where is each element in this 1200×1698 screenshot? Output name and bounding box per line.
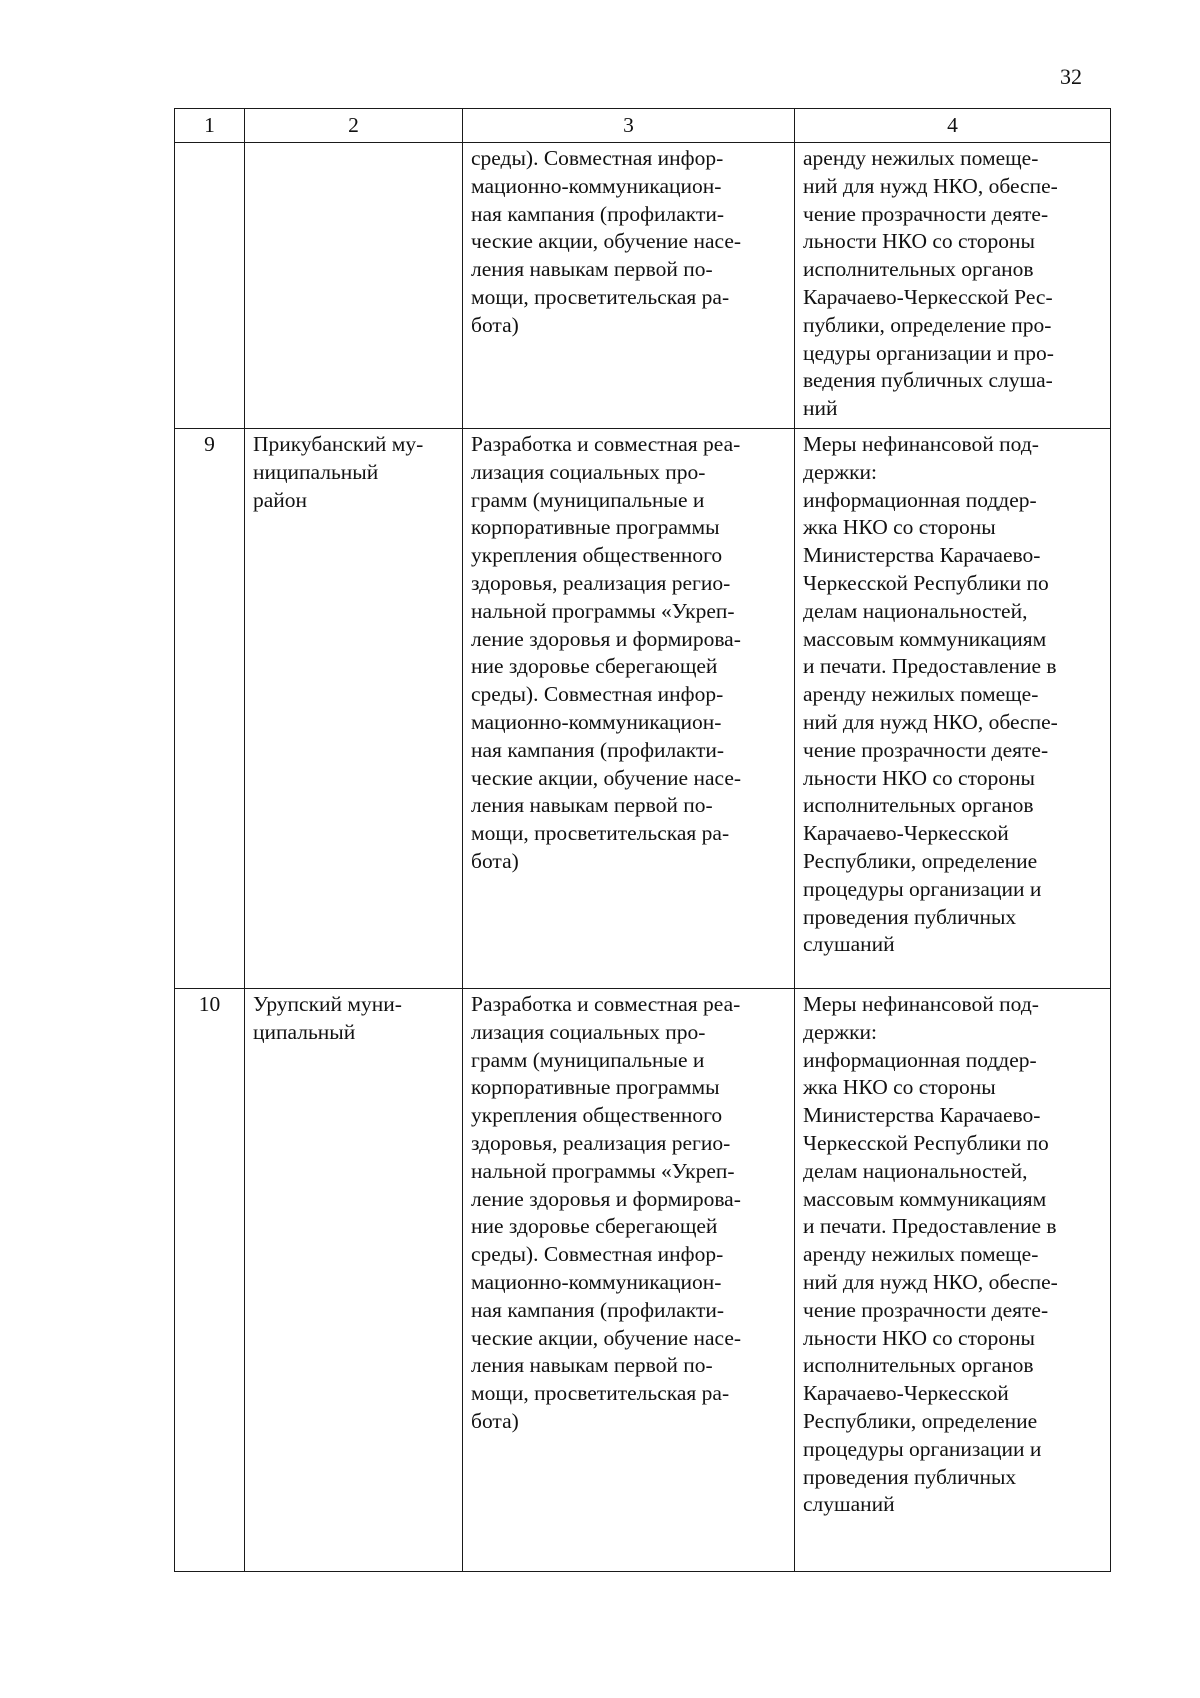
header-cell-3: 3 <box>463 109 795 143</box>
support-cell: Меры нефинансовой под- держки: информационная поддер- жка НКО со стороны Министерства Карачаево- Черкесской Республики по делам национальностей, массовым коммуникациям и печати. Предоставление в аренду нежилых помеще- ний для нужд НКО, обеспе- чение прозрачности деяте- льности НКО со стороны исполнительных органов Карачаево-Черкесской Республики, определение процедуры организации и проведения публичных слушаний <box>795 429 1111 989</box>
support-cell: Меры нефинансовой под- держки: информационная поддер- жка НКО со стороны Министерства Карачаево- Черкесской Республики по делам национальностей, массовым коммуникациям и печати. Предоставление в аренду нежилых помеще- ний для нужд НКО, обеспе- чение прозрачности деяте- льности НКО со стороны исполнительных органов Карачаево-Черкесской Республики, определение процедуры организации и проведения публичных слушаний <box>795 989 1111 1572</box>
table-row <box>175 429 1111 989</box>
table-row <box>175 143 1111 429</box>
row-number-cell: 9 <box>175 429 245 989</box>
table-header-row <box>175 109 1111 143</box>
row-number-cell <box>175 143 245 429</box>
row-number-cell: 10 <box>175 989 245 1572</box>
activities-cell: Разработка и совместная реа- лизация социальных про- грамм (муниципальные и корпоративные программы укрепления общественного здоровья, реализация регио- нальной программы «Укреп- ление здоровья и формирова- ние здоровье сберегающей среды). Совместная инфор- мационно-коммуникацион- ная кампания (профилакти- ческие акции, обучение насе- ления навыкам первой по- мощи, просветительская ра- бота) <box>463 989 795 1572</box>
district-cell <box>245 143 463 429</box>
header-cell-2: 2 <box>245 109 463 143</box>
header-cell-4: 4 <box>795 109 1111 143</box>
district-cell: Урупский муни- ципальный <box>245 989 463 1572</box>
header-cell-1: 1 <box>175 109 245 143</box>
support-cell: аренду нежилых помеще- ний для нужд НКО, обеспе- чение прозрачности деяте- льности НКО со стороны исполнительных органов Карачаево-Черкесской Рес- публики, определение про- цедуры организации и про- ведения публичных слуша- ний <box>795 143 1111 429</box>
page-number: 32 <box>1060 64 1082 89</box>
district-cell: Прикубанский му- ниципальный район <box>245 429 463 989</box>
activities-cell: Разработка и совместная реа- лизация социальных про- грамм (муниципальные и корпоративные программы укрепления общественного здоровья, реализация регио- нальной программы «Укреп- ление здоровья и формирова- ние здоровье сберегающей среды). Совместная инфор- мационно-коммуникацион- ная кампания (профилакти- ческие акции, обучение насе- ления навыкам первой по- мощи, просветительская ра- бота) <box>463 429 795 989</box>
activities-cell: среды). Совместная инфор- мационно-коммуникацион- ная кампания (профилакти- ческие акции, обучение насе- ления навыкам первой по- мощи, просветительская ра- бота) <box>463 143 795 429</box>
program-table <box>174 108 1111 1572</box>
table-row <box>175 989 1111 1572</box>
